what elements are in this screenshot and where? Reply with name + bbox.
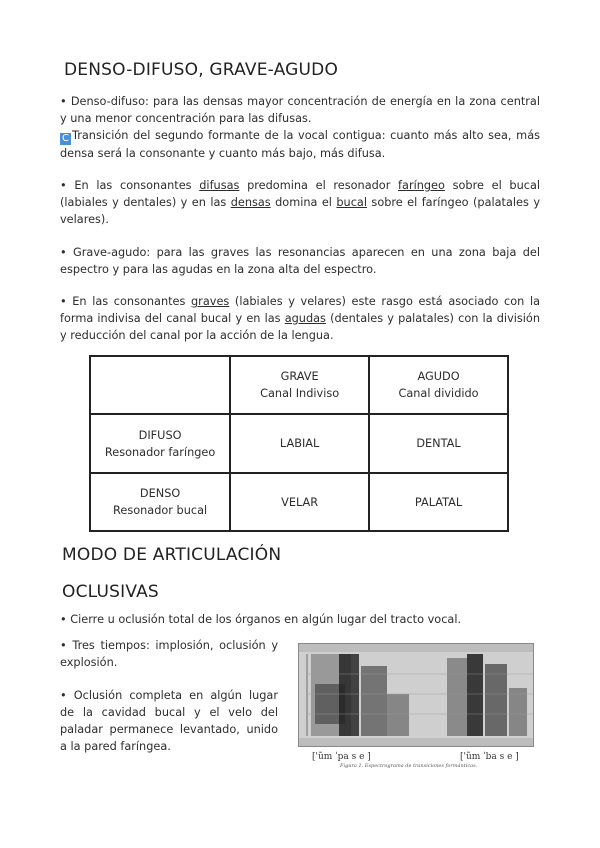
figure-caption: Figura 1. Espectrograma de transiciones formánticas. <box>340 763 478 769</box>
spectrogram-vowel <box>361 666 387 736</box>
paragraph-cierre-text: • Cierre u oclusión total de los órganos en algún lugar del tracto vocal. <box>60 613 462 626</box>
spectrogram-burst <box>339 654 359 736</box>
table-cell-empty <box>90 356 230 414</box>
table-cell-labial: LABIAL <box>230 414 369 473</box>
underlined-term: graves <box>191 295 230 308</box>
paragraph-graves-agudas <box>60 293 540 344</box>
text-span: • En las consonantes <box>60 295 192 308</box>
text-span: domina el <box>270 196 337 209</box>
table-cell-palatal: PALATAL <box>369 473 508 531</box>
c-note-icon: C <box>60 133 71 145</box>
spectrogram-top-bar <box>299 644 533 652</box>
ipa-transcription-right: ['ũm ˈba s e ] <box>460 752 519 762</box>
text-span: sobre el faríngeo (palatales y velares). <box>60 196 541 226</box>
table-header-title: GRAVE <box>280 370 319 383</box>
paragraph-grave-agudo-text: • Grave-agudo: para las graves las resonancias aparecen en una zona baja del espectro y para las agudas en la zona alta del espectro. <box>60 246 540 276</box>
paragraph-denso-difuso-text: • Denso-difuso: para las densas mayor concentración de energía en la zona central y una menor concentración para las difusas. <box>60 95 540 125</box>
paragraph-cierre <box>60 611 540 628</box>
spectrogram-vowel <box>485 664 507 736</box>
text-span: predomina el resonador <box>239 179 399 192</box>
spectrogram-graphic <box>299 644 533 746</box>
table-rowhead-difuso <box>90 414 230 473</box>
underlined-term: difusas <box>199 179 240 192</box>
section-title-denso-difuso: DENSO-DIFUSO, GRAVE-AGUDO <box>64 60 339 80</box>
text-span: • En las consonantes <box>60 179 200 192</box>
text-span: (dentales y palatales) con la división y reducción del canal por la acción de la lengua. <box>60 312 540 342</box>
spectrogram-bottom-bar <box>299 738 533 746</box>
table-header-agudo <box>369 356 508 414</box>
section-title-modo: MODO DE ARTICULACIÓN <box>62 545 282 565</box>
table-header-sub: Canal Indiviso <box>260 387 340 400</box>
text-span: sobre el bucal (labiales y dentales) y en las <box>60 179 541 209</box>
paragraph-transicion-text: Transición del segundo formante de la vocal contigua: cuanto más alto sea, más densa será la consonante y cuanto más bajo, más difusa. <box>60 129 540 160</box>
underlined-term: densas <box>230 196 271 209</box>
table-cell-dental: DENTAL <box>369 414 508 473</box>
spectrogram-image <box>298 643 534 747</box>
paragraph-oclusion-completa <box>60 687 278 755</box>
features-table <box>89 355 509 532</box>
paragraph-grave-agudo <box>60 244 540 278</box>
paragraph-tres-tiempos-text: • Tres tiempos: implosión, oclusión y explosión. <box>60 639 278 669</box>
table-header-sub: Canal dividido <box>398 387 479 400</box>
spectrogram-fricative <box>387 694 409 736</box>
section-title-oclusivas: OCLUSIVAS <box>62 582 159 602</box>
paragraph-oclusion-completa-text: • Oclusión completa en algún lugar de la cavidad bucal y el velo del paladar permanece levantado, unido a la pared faríngea. <box>60 689 278 753</box>
table-rowhead-sub: Resonador bucal <box>113 504 208 517</box>
paragraph-graves-agudas-text <box>60 293 540 344</box>
table-row <box>90 356 508 414</box>
text-span: (labiales y velares) este rasgo está asociado con la forma indivisa del canal bucal y en las <box>60 295 541 325</box>
paragraph-transicion <box>60 127 540 162</box>
table-row <box>90 414 508 473</box>
spectrogram-fricative <box>509 688 527 736</box>
ipa-transcription-left: ['ũm ˈpa s e ] <box>312 752 371 762</box>
spectrogram-noise-band <box>447 658 467 736</box>
table-cell-velar: VELAR <box>230 473 369 531</box>
table-rowhead-title: DENSO <box>139 487 181 500</box>
table-rowhead-sub: Resonador faríngeo <box>104 445 216 459</box>
spectrogram-burst <box>467 654 483 736</box>
table-rowhead-denso <box>90 473 230 531</box>
table-row <box>90 473 508 531</box>
underlined-term: agudas <box>284 312 326 325</box>
underlined-term: bucal <box>336 196 367 209</box>
paragraph-difusas-densas <box>60 177 540 228</box>
paragraph-denso-difuso <box>60 93 540 162</box>
table-header-title: AGUDO <box>417 370 460 383</box>
paragraph-tres-tiempos <box>60 637 278 671</box>
table-header-grave <box>230 356 369 414</box>
underlined-term: faríngeo <box>398 179 445 192</box>
paragraph-difusas-densas-text <box>60 177 540 228</box>
table-rowhead-title: DIFUSO <box>138 428 182 442</box>
